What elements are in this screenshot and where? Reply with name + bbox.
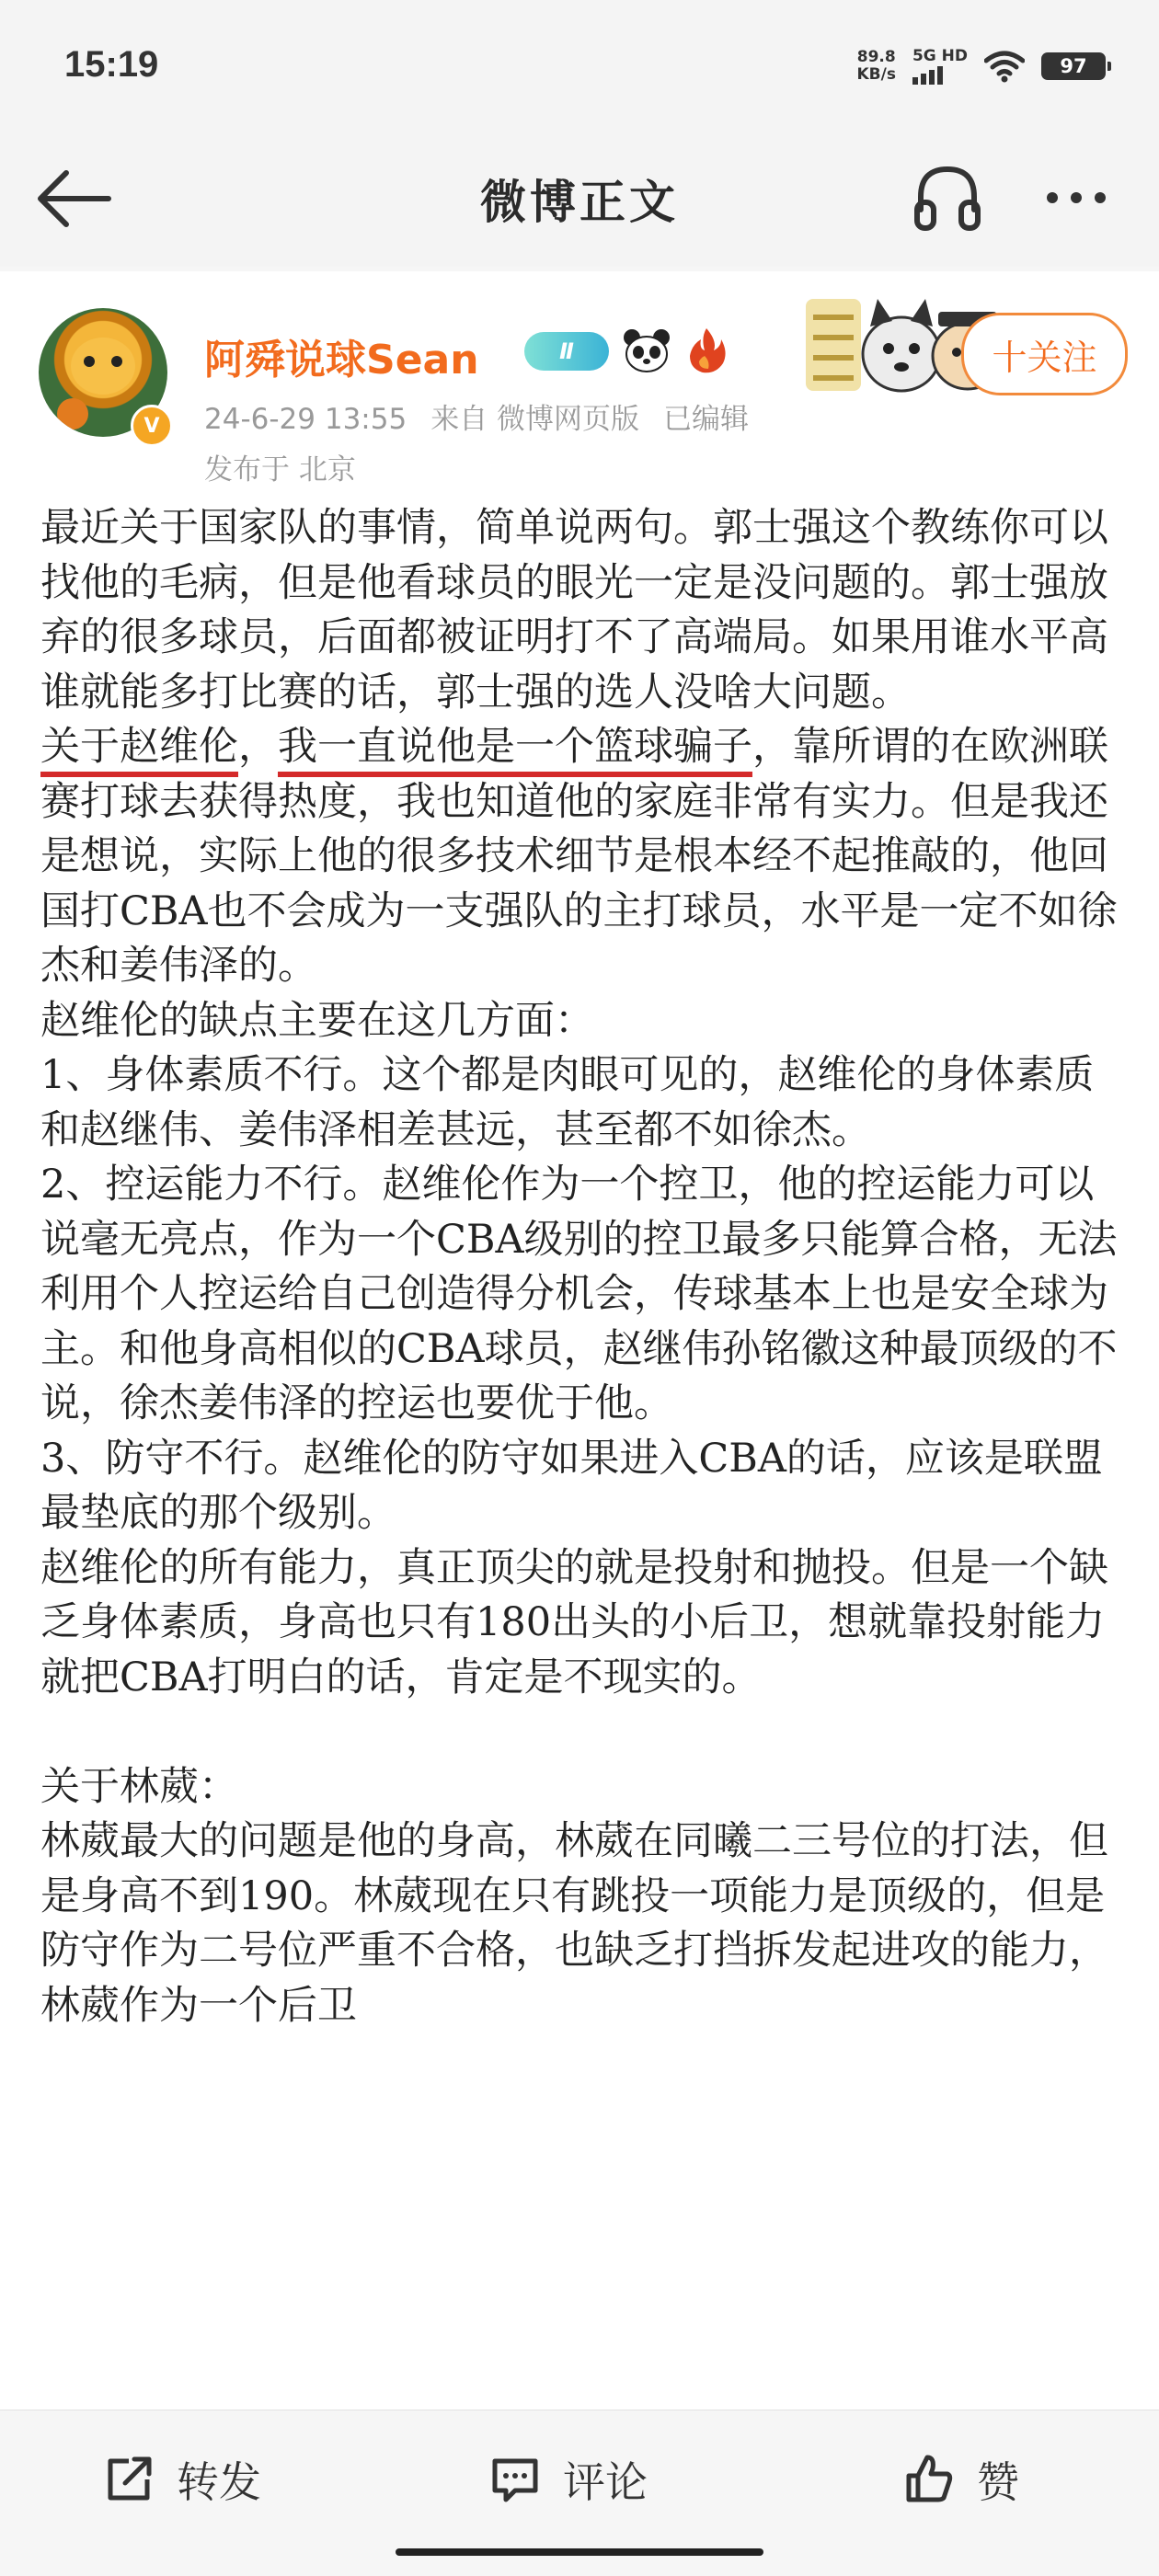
post-paragraph: 最近关于国家队的事情，简单说两句。郭士强这个教练你可以找他的毛病，但是他看球员的眼光一定是没问题的。郭士强放弃的很多球员，后面都被证明打不了高端局。如果用谁水平高谁就能多打比赛的话，郭士强的选人没啥大问题。 [40,505,1108,716]
post-paragraph: 赵维伦的所有能力，真正顶尖的就是投射和抛投。但是一个缺乏身体素质，身高也只有180出头的小后卫，想就靠投射能力就把CBA打明白的话，肯定是不现实的。 [40,1544,1108,1700]
post-location: 发布于 北京 [204,453,356,487]
author-name[interactable]: 阿舜说球Sean [204,337,479,384]
wifi-icon [984,50,1025,83]
home-indicator[interactable] [396,2548,763,2556]
status-indicators [856,48,1106,85]
like-label: 赞 [977,2457,1019,2507]
post-paragraph: 2、控运能力不行。赵维伦作为一个控卫，他的控运能力可以说毫无亮点，作为一个CBA级别的控卫最多只能算合格，无法利用个人控运给自己创造得分机会，传球基本上也是安全球为主。和他身高相似的CBA球员，赵继伟孙铭徽这种最顶级的不说，徐杰姜伟泽的控运也要优于他。 [40,1162,1118,1426]
headphones-icon[interactable] [906,156,989,239]
post-paragraph [40,720,1126,994]
verified-badge-icon: V [131,405,173,447]
network-speed [856,49,895,84]
action-bar [0,2410,1159,2576]
post-paragraph: 关于林葳： [40,1763,238,1810]
comment-label: 评论 [563,2457,648,2507]
comment-button[interactable] [488,2438,648,2521]
network-speed-value: 89.8 [856,48,896,66]
page-title: 微博正文 [480,176,679,229]
post-meta [204,395,773,437]
comment-icon [488,2452,543,2507]
battery-icon: 97 [1041,52,1106,80]
cellular-signal [912,48,968,85]
post-paragraph: 3、防守不行。赵维伦的防守如果进入CBA的话，应该是联盟最垫底的那个级别。 [40,1435,1103,1536]
repost-label: 转发 [177,2457,261,2507]
post-body [40,501,1126,2033]
signal-bars-icon [912,64,968,85]
repost-button[interactable] [101,2438,261,2521]
blank-line [40,1705,1126,1760]
post-paragraph: 林葳最大的问题是他的身高，林葳在同曦二三号位的打法，但是身高不到190。林葳现在只有跳投一项能力是顶级的，但是防守作为二号位严重不合格，也缺乏打挡拆发起进攻的能力，林葳作为一个后卫 [40,1818,1108,2029]
level-badge[interactable]: Ⅱ [524,332,609,371]
post-edited-label: 已编辑 [663,403,750,436]
post-text: ，靠所谓的在欧洲联赛打球去获得热度，我也知道他的家庭非常有实力。但是我还是想说，实际上他的很多技术细节是根本经不起推敲的，他回国打CBA也不会成为一支强队的主打球员，水平是一定不如徐杰和姜伟泽的。 [40,724,1118,989]
signal-label: 5G HD [912,47,968,65]
post-text: ， [238,724,278,770]
follow-button[interactable]: 十关注 [961,313,1128,395]
post-paragraph: 赵维伦的缺点主要在这几方面： [40,997,594,1044]
like-button[interactable] [901,2438,1019,2521]
network-speed-unit: KB/s [856,65,896,84]
nav-bar [0,129,1159,267]
post-paragraph: 1、身体素质不行。这个都是肉眼可见的，赵维伦的身体素质和赵继伟、姜伟泽相差甚远，甚至都不如徐杰。 [40,1052,1095,1153]
post-source: 来自 微博网页版 [430,403,640,436]
fire-badge-icon[interactable] [681,325,732,376]
thumbs-up-icon [901,2452,957,2507]
panda-badge-icon[interactable] [621,326,672,374]
status-time: 15:19 [64,44,159,85]
post-card [0,271,1159,2410]
status-bar [0,0,1159,129]
repost-icon [101,2452,156,2507]
highlighted-text: 我一直说他是一个篮球骗子 [278,724,752,777]
more-options-icon[interactable] [1021,166,1131,230]
post-timestamp: 24-6-29 13:55 [204,403,407,436]
highlighted-text: 关于赵维伦 [40,724,238,777]
